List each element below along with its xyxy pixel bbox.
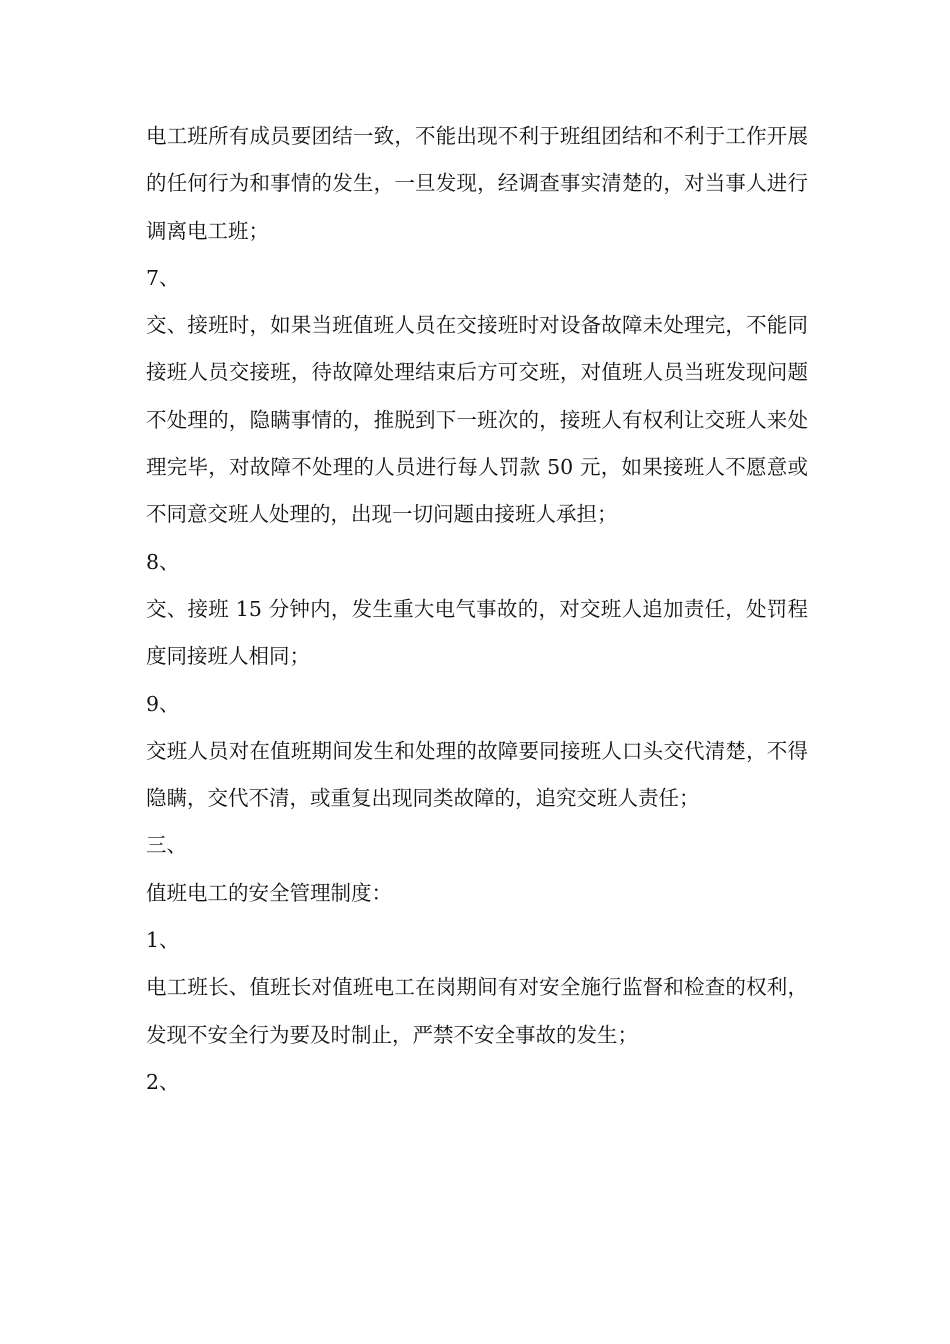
item-number-7: 7、	[146, 265, 180, 290]
document-body	[146, 113, 808, 1106]
item-number-9: 9、	[146, 691, 180, 716]
paragraph-handover-accident: 交、接班 15 分钟内，发生重大电气事故的，对交班人追加责任，处罚程度同接班人相同；	[146, 596, 808, 669]
paragraph-handover-explanation: 交班人员对在值班期间发生和处理的故障要同接班人口头交代清楚，不得隐瞒，交代不清，或重复出现同类故障的，追究交班人责任；	[146, 738, 808, 811]
section-heading-safety-rules: 值班电工的安全管理制度：	[146, 880, 392, 905]
paragraph-team-unity: 电工班所有成员要团结一致，不能出现不利于班组团结和不利于工作开展的任何行为和事情的发生，一旦发现，经调查事实清楚的，对当事人进行调离电工班；	[146, 124, 808, 243]
paragraph-safety-supervision: 电工班长、值班长对值班电工在岗期间有对安全施行监督和检查的权利，发现不安全行为要及时制止，严禁不安全事故的发生；	[146, 975, 808, 1047]
section-number-3: 三、	[146, 833, 187, 858]
item-number-2: 2、	[146, 1069, 180, 1094]
item-number-1: 1、	[146, 928, 180, 953]
paragraph-shift-handover: 交、接班时，如果当班值班人员在交接班时对设备故障未处理完，不能同接班人员交接班，待故障处理结束后方可交班，对值班人员当班发现问题不处理的，隐瞒事情的，推脱到下一班次的，接班人有权利让交班人来处理完毕，对故障不处理的人员进行每人罚款 50 元，如果接班人不愿意或不同意交班人处理的，出现一切问题由接班人承担；	[146, 313, 808, 527]
item-number-8: 8、	[146, 549, 180, 574]
